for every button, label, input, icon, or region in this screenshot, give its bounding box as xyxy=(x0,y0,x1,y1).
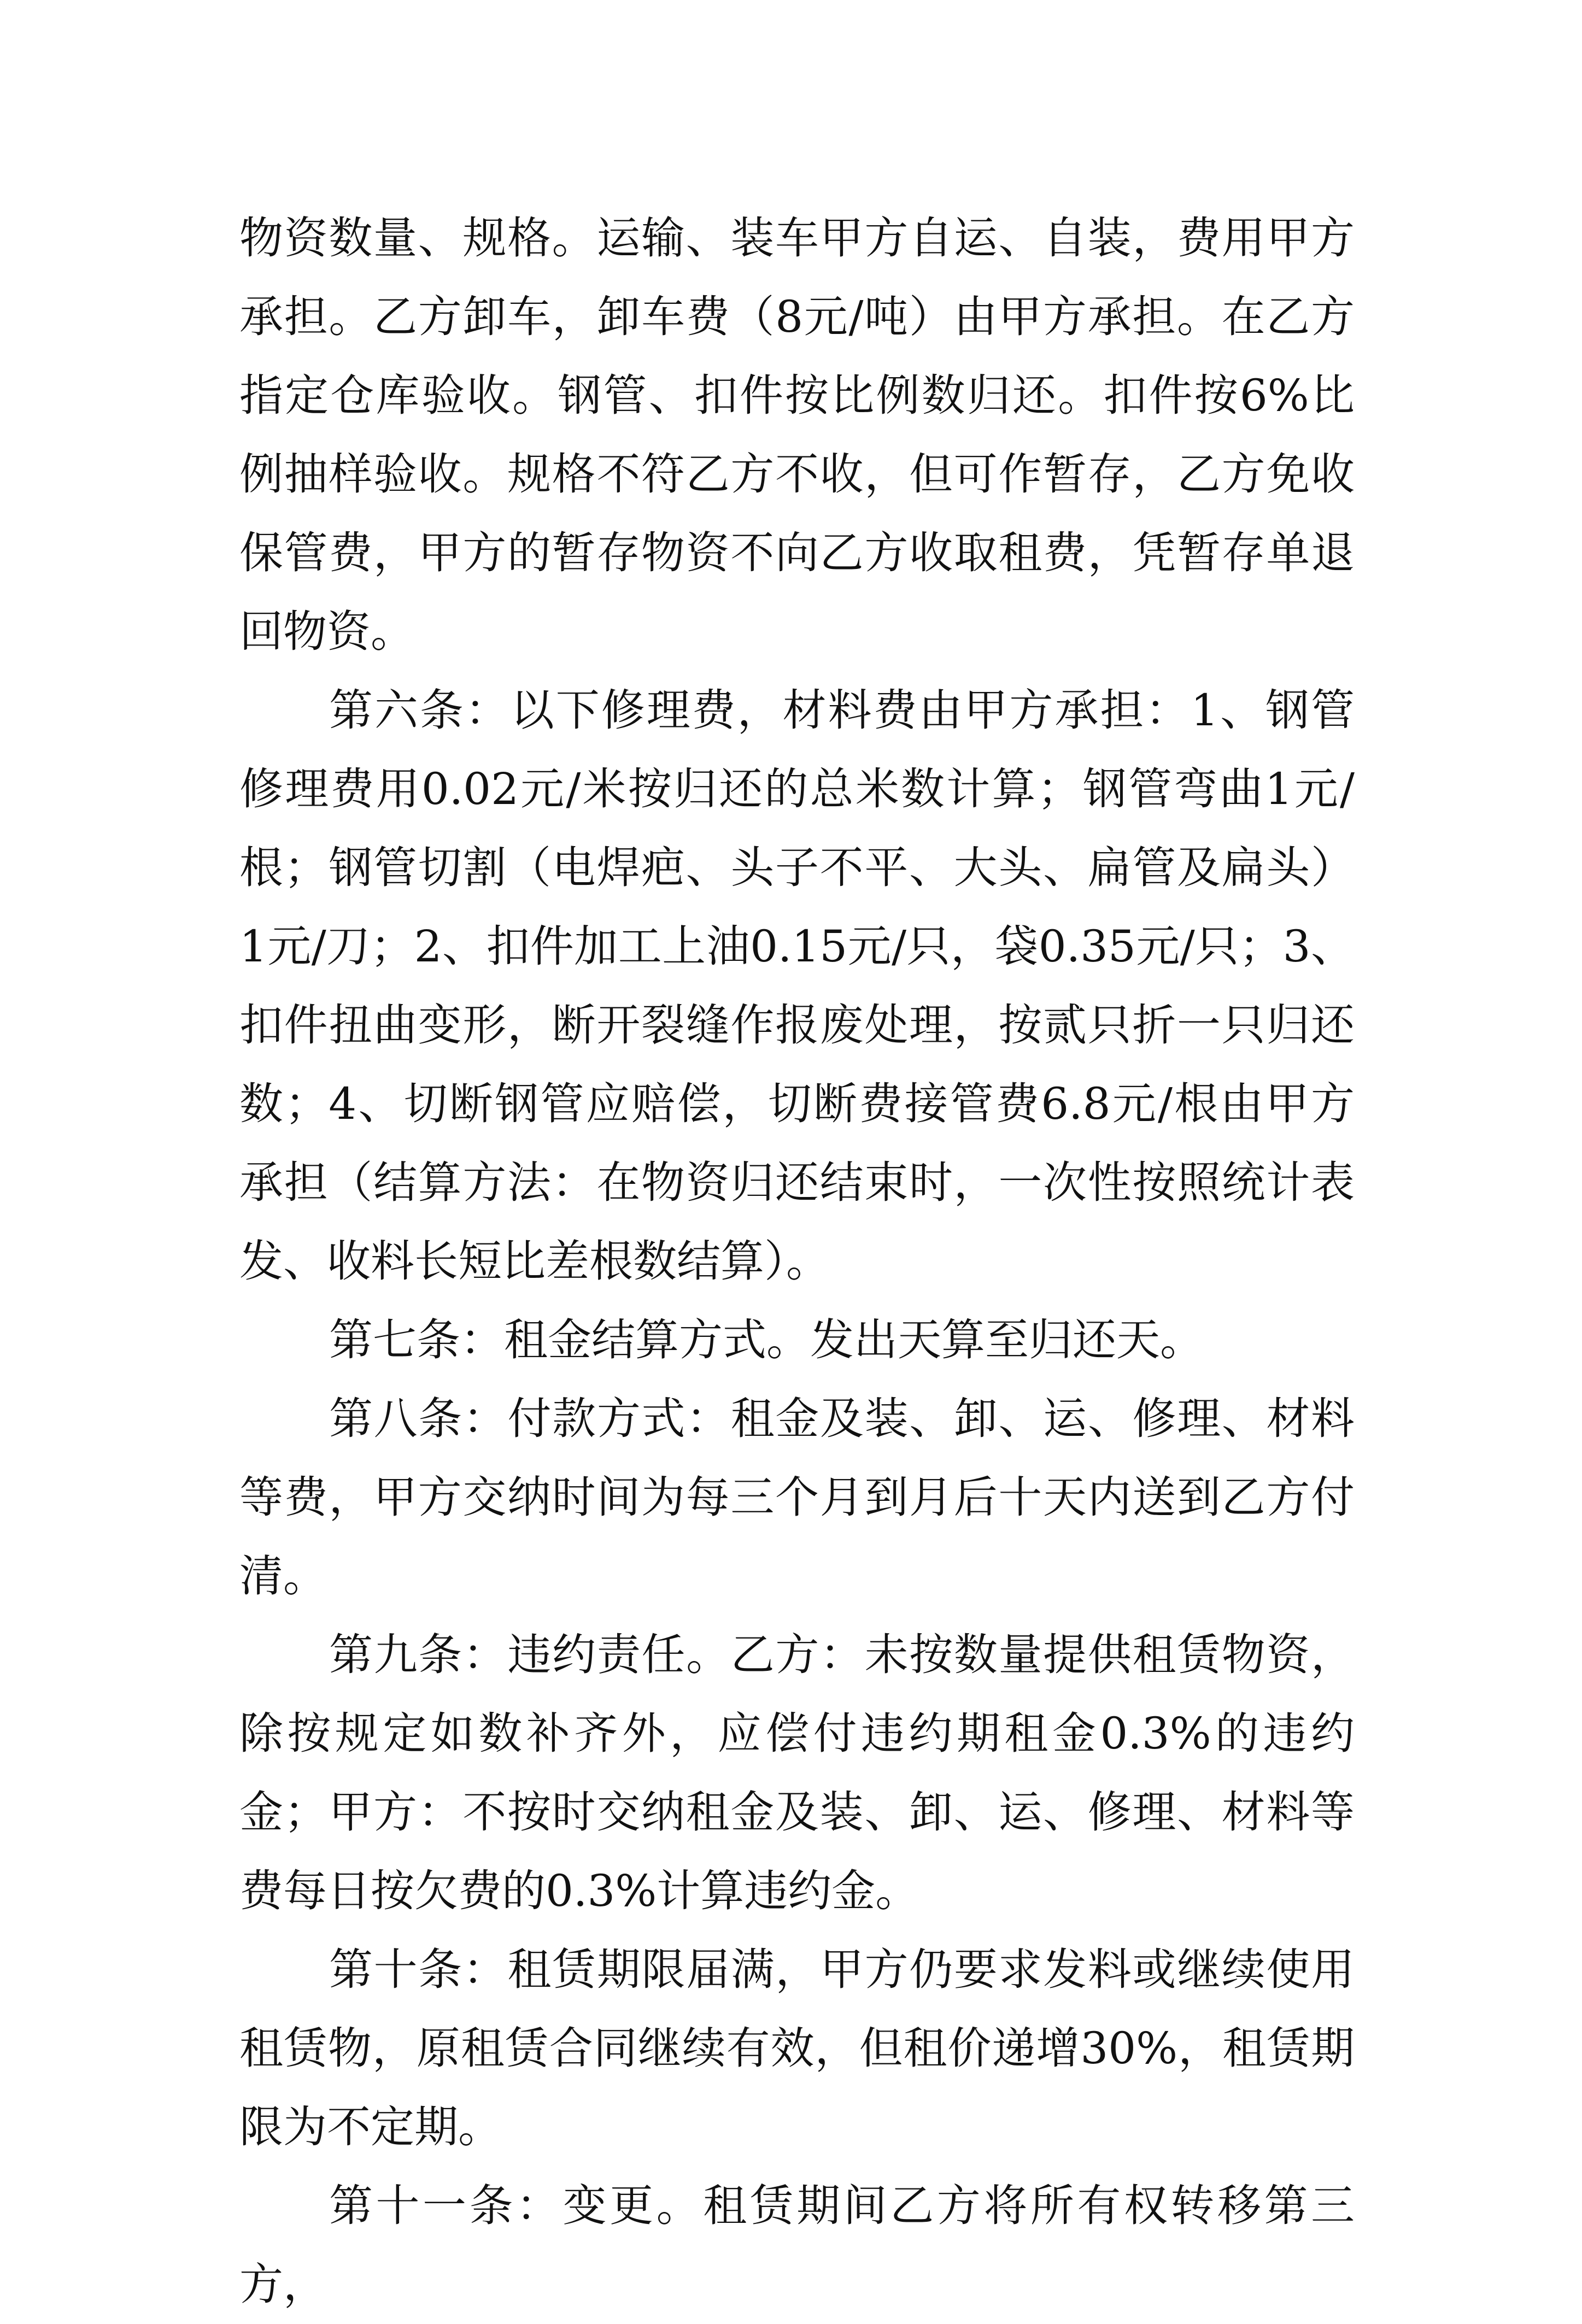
paragraph-article-8: 第八条：付款方式：租金及装、卸、运、修理、材料等费，甲方交纳时间为每三个月到月后十天内送到乙方付清。 xyxy=(239,1393,1355,1601)
paragraph-article-10: 第十条：租赁期限届满，甲方仍要求发料或继续使用租赁物，原租赁合同继续有效，但租价递增30%，租赁期限为不定期。 xyxy=(239,1944,1355,2152)
paragraph-continuation: 物资数量、规格。运输、装车甲方自运、自装，费用甲方承担。乙方卸车，卸车费（8元/吨）由甲方承担。在乙方指定仓库验收。钢管、扣件按比例数归还。扣件按6%比例抽样验收。规格不符乙方不收，但可作暂存，乙方免收保管费，甲方的暂存物资不向乙方收取租费，凭暂存单退回物资。 xyxy=(239,213,1355,657)
paragraph-article-6: 第六条：以下修理费，材料费由甲方承担：1、钢管修理费用0.02元/米按归还的总米数计算；钢管弯曲1元/根；钢管切割（电焊疤、头子不平、大头、扁管及扁头）1元/刀；2、扣件加工上油0.15元/只，袋0.35元/只；3、扣件扭曲变形，断开裂缝作报废处理，按贰只折一只归还数；4、切断钢管应赔偿，切断费接管费6.8元/根由甲方承担（结算方法：在物资归还结束时，一次性按照统计表发、收料长短比差根数结算）。 xyxy=(239,685,1355,1287)
paragraph-article-11: 第十一条：变更。租赁期间乙方将所有权转移第三方， xyxy=(239,2180,1355,2310)
paragraph-article-7: 第七条：租金结算方式。发出天算至归还天。 xyxy=(329,1314,1204,1365)
document-body xyxy=(239,199,1355,2324)
paragraph-article-9: 第九条：违约责任。乙方：未按数量提供租赁物资，除按规定如数补齐外，应偿付违约期租金0.3%的违约金；甲方：不按时交纳租金及装、卸、运、修理、材料等费每日按欠费的0.3%计算违约金。 xyxy=(239,1629,1355,1916)
